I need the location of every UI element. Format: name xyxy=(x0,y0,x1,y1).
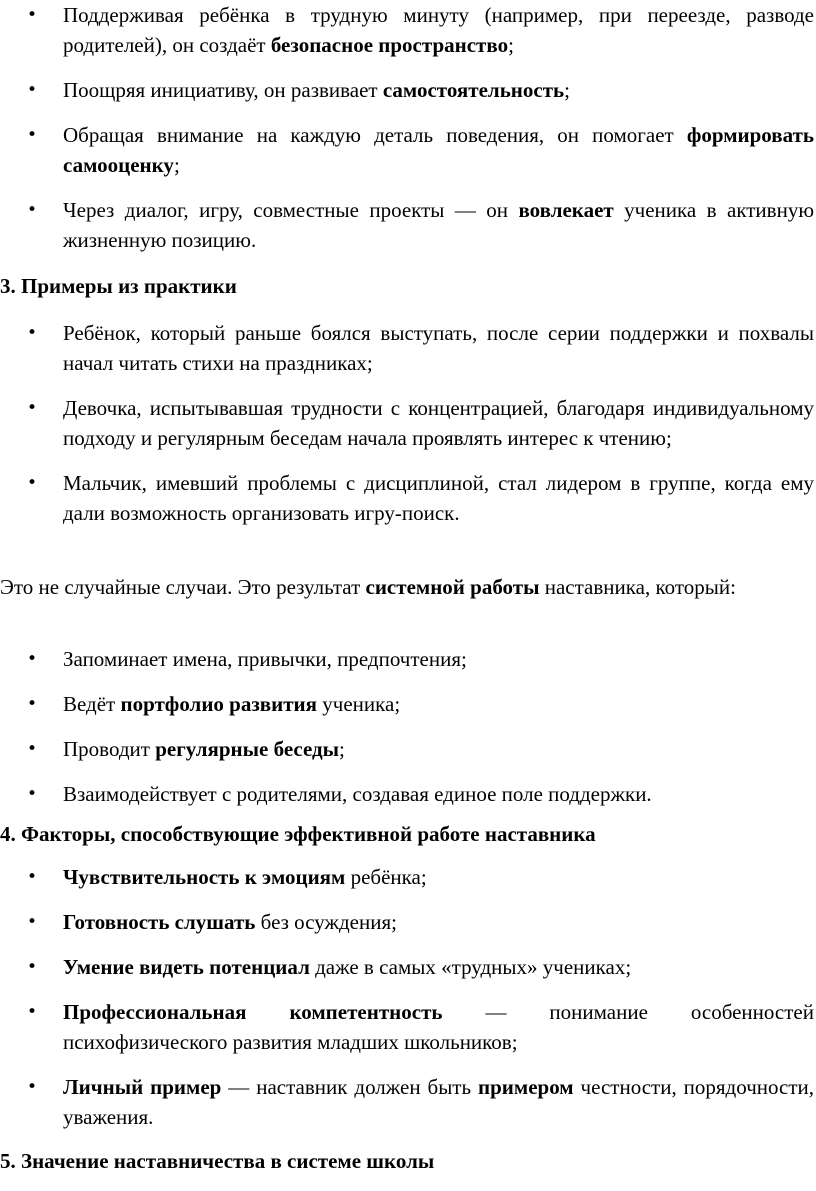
list-item: • Чувствительность к эмоциям ребёнка; xyxy=(0,862,816,892)
list-item: • Ребёнок, который раньше боялся выступать, после серии поддержки и похвалы начал читать стихи на праздниках; xyxy=(0,318,816,378)
body-paragraph: Это не случайные случаи. Это результат системной работы наставника, который: xyxy=(0,575,736,599)
section-heading: 4. Факторы, способствующие эффективной работе наставника xyxy=(0,822,596,846)
mentor-role-list xyxy=(0,0,816,255)
list-item: • Профессиональная компетентность — понимание особенностей психофизического развития младших школьников; xyxy=(0,997,816,1057)
practice-examples-list xyxy=(0,318,816,528)
list-item: • Мальчик, имевший проблемы с дисциплиной, стал лидером в группе, когда ему дали возможность организовать игру-поиск. xyxy=(0,468,816,528)
mentor-actions-list xyxy=(0,644,816,809)
list-item: • Девочка, испытывавшая трудности с концентрацией, благодаря индивидуальному подходу и регулярным беседам начала проявлять интерес к чтению; xyxy=(0,393,816,453)
section-heading: 3. Примеры из практики xyxy=(0,274,237,298)
list-item: • Готовность слушать без осуждения; xyxy=(0,907,816,937)
list-item: • Запоминает имена, привычки, предпочтения; xyxy=(0,644,816,674)
list-item: • Поощряя инициативу, он развивает самостоятельность; xyxy=(0,75,816,105)
list-item: • Поддерживая ребёнка в трудную минуту (например, при переезде, разводе родителей), он создаёт безопасное пространство; xyxy=(0,0,816,60)
list-item: • Взаимодействует с родителями, создавая единое поле поддержки. xyxy=(0,779,816,809)
list-item: • Ведёт портфолио развития ученика; xyxy=(0,689,816,719)
factors-list xyxy=(0,862,816,1132)
section-heading: 5. Значение наставничества в системе школы xyxy=(0,1149,435,1173)
list-item: • Обращая внимание на каждую деталь поведения, он помогает формировать самооценку; xyxy=(0,120,816,180)
list-item: • Проводит регулярные беседы; xyxy=(0,734,816,764)
list-item: • Личный пример — наставник должен быть примером честности, порядочности, уважения. xyxy=(0,1072,816,1132)
list-item: • Через диалог, игру, совместные проекты — он вовлекает ученика в активную жизненную позицию. xyxy=(0,195,816,255)
list-item: • Умение видеть потенциал даже в самых «трудных» учениках; xyxy=(0,952,816,982)
